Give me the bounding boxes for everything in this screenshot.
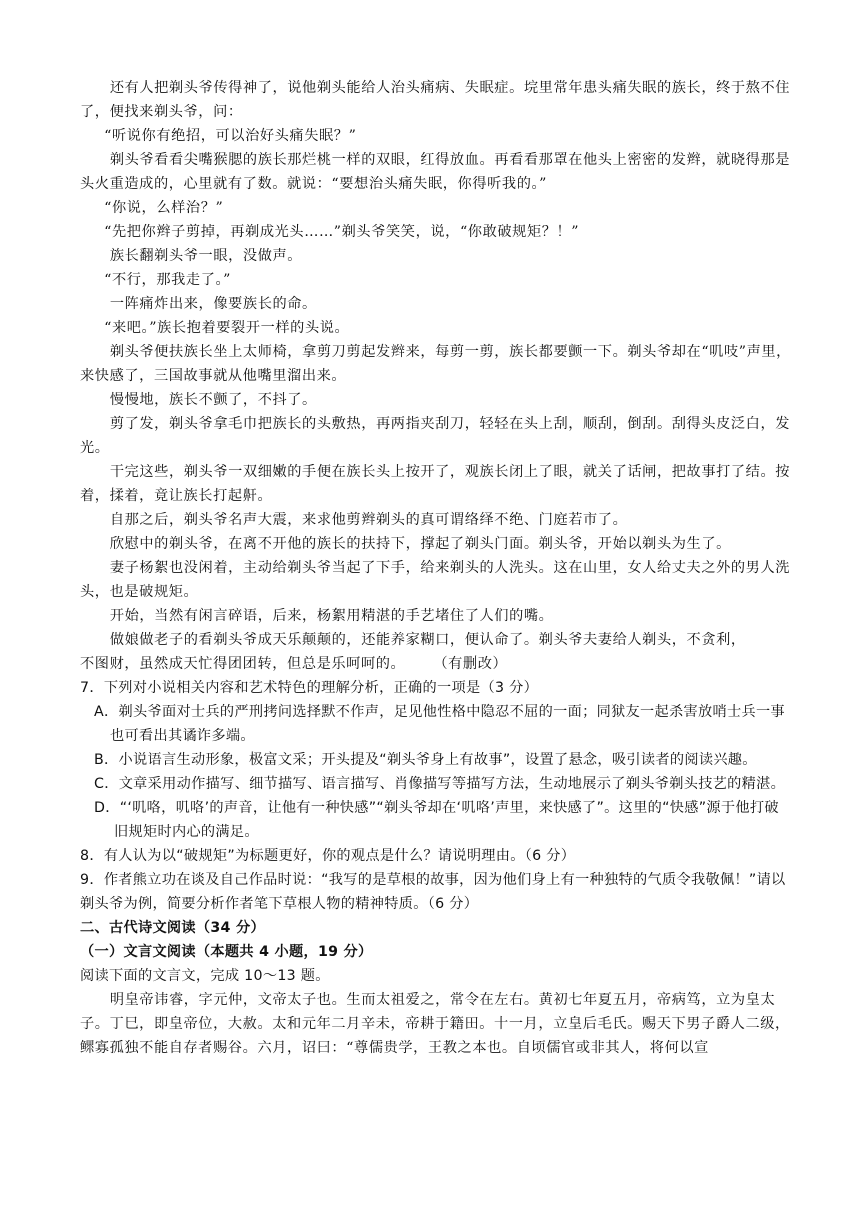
- story-paragraph: 还有人把剃头爷传得神了，说他剃头能给人治头痛病、失眠症。垸里常年患头痛失眠的族长，终于熬不住了，便找来剃头爷，问：: [80, 80, 791, 120]
- story-paragraph: 开始，当然有闲言碎语，后来，杨絮用精湛的手艺堵住了人们的嘴。: [109, 608, 554, 624]
- story-paragraph: “先把你辫子剪掉，再剃成光头……”剃头爷笑笑，说，“你敢破规矩？！”: [104, 224, 580, 240]
- question-7-option: A．剃头爷面对士兵的严刑拷问选择默不作声，足见他性格中隐忍不屈的一面；同狱友一起杀害放哨士兵一事也可看出其谲诈多端。: [94, 704, 785, 744]
- story-paragraph: 族长翻剃头爷一眼，没做声。: [109, 248, 303, 264]
- section-2-subtitle: （一）文言文阅读（本题共 4 小题，19 分）: [80, 944, 373, 960]
- story-last-line1: 做娘做老子的看剃头爷成天乐颠颠的，还能养家糊口，便认命了。剃头爷夫妻给人剃头，不贪利，: [109, 632, 746, 648]
- question-8: 8．有人认为以“破规矩”为标题更好，你的观点是什么？请说明理由。（6 分）: [80, 848, 576, 864]
- story-last-line2: 不图财，虽然成天忙得团团转，但总是乐呵呵的。: [80, 656, 406, 672]
- question-7-option: D．“‘叽咯，叽咯’的声音，让他有一种快感”“剃头爷却在‘叽咯’声里，来快感了”。这里的“快感”源于他打破旧规矩时内心的满足。: [94, 800, 779, 840]
- story-paragraph: 自那之后，剃头爷名声大震，来求他剪辫剃头的真可谓络绎不绝、门庭若市了。: [109, 512, 628, 528]
- question-7-option: C．文章采用动作描写、细节描写、语言描写、肖像描写等描写方法，生动地展示了剃头爷剃头技艺的精湛。: [94, 776, 786, 792]
- story-paragraph: “不行，那我走了。”: [104, 272, 232, 288]
- question-7-stem: 7．下列对小说相关内容和艺术特色的理解分析，正确的一项是（3 分）: [80, 680, 539, 696]
- story-paragraph: 妻子杨絮也没闲着，主动给剃头爷当起了下手，给来剃头的人洗头。这在山里，女人给丈夫之外的男人洗头，也是破规矩。: [80, 560, 791, 600]
- question-7-option: B．小说语言生动形象，极富文采；开头提及“剃头爷身上有故事”，设置了悬念，吸引读者的阅读兴趣。: [94, 752, 757, 768]
- question-7-options: [80, 700, 792, 844]
- story-excerpt: [80, 76, 792, 628]
- story-paragraph: 剪了发，剃头爷拿毛巾把族长的头敷热，再两指夹刮刀，轻轻在头上刮，顺刮，倒刮。刮得头皮泛白，发光。: [80, 416, 791, 456]
- section-2-instruction: 阅读下面的文言文，完成 10～13 题。: [80, 968, 330, 984]
- story-paragraph: 一阵痛炸出来，像要族长的命。: [109, 296, 317, 312]
- story-last-paragraph-cont: [80, 652, 792, 676]
- story-paragraph: 慢慢地，族长不颤了，不抖了。: [109, 392, 317, 408]
- question-9: 9．作者熊立功在谈及自己作品时说：“我写的是草根的故事，因为他们身上有一种独特的气质令我敬佩！”请以剃头爷为例，简要分析作者笔下草根人物的精神特质。（6 分）: [80, 872, 786, 912]
- story-paragraph: “听说你有绝招，可以治好头痛失眠？”: [104, 128, 357, 144]
- story-paragraph: “你说，么样治？”: [104, 200, 224, 216]
- source-note: （有删改）: [433, 656, 508, 672]
- section-2-title: 二、古代诗文阅读（34 分）: [80, 920, 265, 936]
- story-paragraph: 干完这些，剃头爷一双细嫩的手便在族长头上按开了，观族长闭上了眼，就关了话闸，把故事打了结。按着，揉着，竟让族长打起鼾。: [80, 464, 791, 504]
- classical-passage: 明皇帝讳睿，字元仲，文帝太子也。生而太祖爱之，常令在左右。黄初七年夏五月，帝病笃，立为皇太子。丁巳，即皇帝位，大赦。太和元年二月辛未，帝耕于籍田。十一月，立皇后毛氏。赐天下男子爵人二级，鳏寡孤独不能自存者赐谷。六月，诏曰：“尊儒贵学，王教之本也。自顷儒官或非其人，将何以宣: [80, 992, 790, 1056]
- story-paragraph: 欣慰中的剃头爷，在离不开他的族长的扶持下，撑起了剃头门面。剃头爷，开始以剃头为生了。: [109, 536, 731, 552]
- story-paragraph: 剃头爷看看尖嘴猴腮的族长那烂桃一样的双眼，红得放血。再看看那罩在他头上密密的发辫，就晓得那是头火重造成的，心里就有了数。就说：“要想治头痛失眠，你得听我的。”: [80, 152, 791, 192]
- story-paragraph: 剃头爷便扶族长坐上太师椅，拿剪刀剪起发辫来，每剪一剪，族长都要颤一下。剃头爷却在“叽吱”声里，来快感了，三国故事就从他嘴里溜出来。: [80, 344, 791, 384]
- story-paragraph: “来吧。”族长抱着要裂开一样的头说。: [104, 320, 350, 336]
- story-last-paragraph: [80, 628, 792, 652]
